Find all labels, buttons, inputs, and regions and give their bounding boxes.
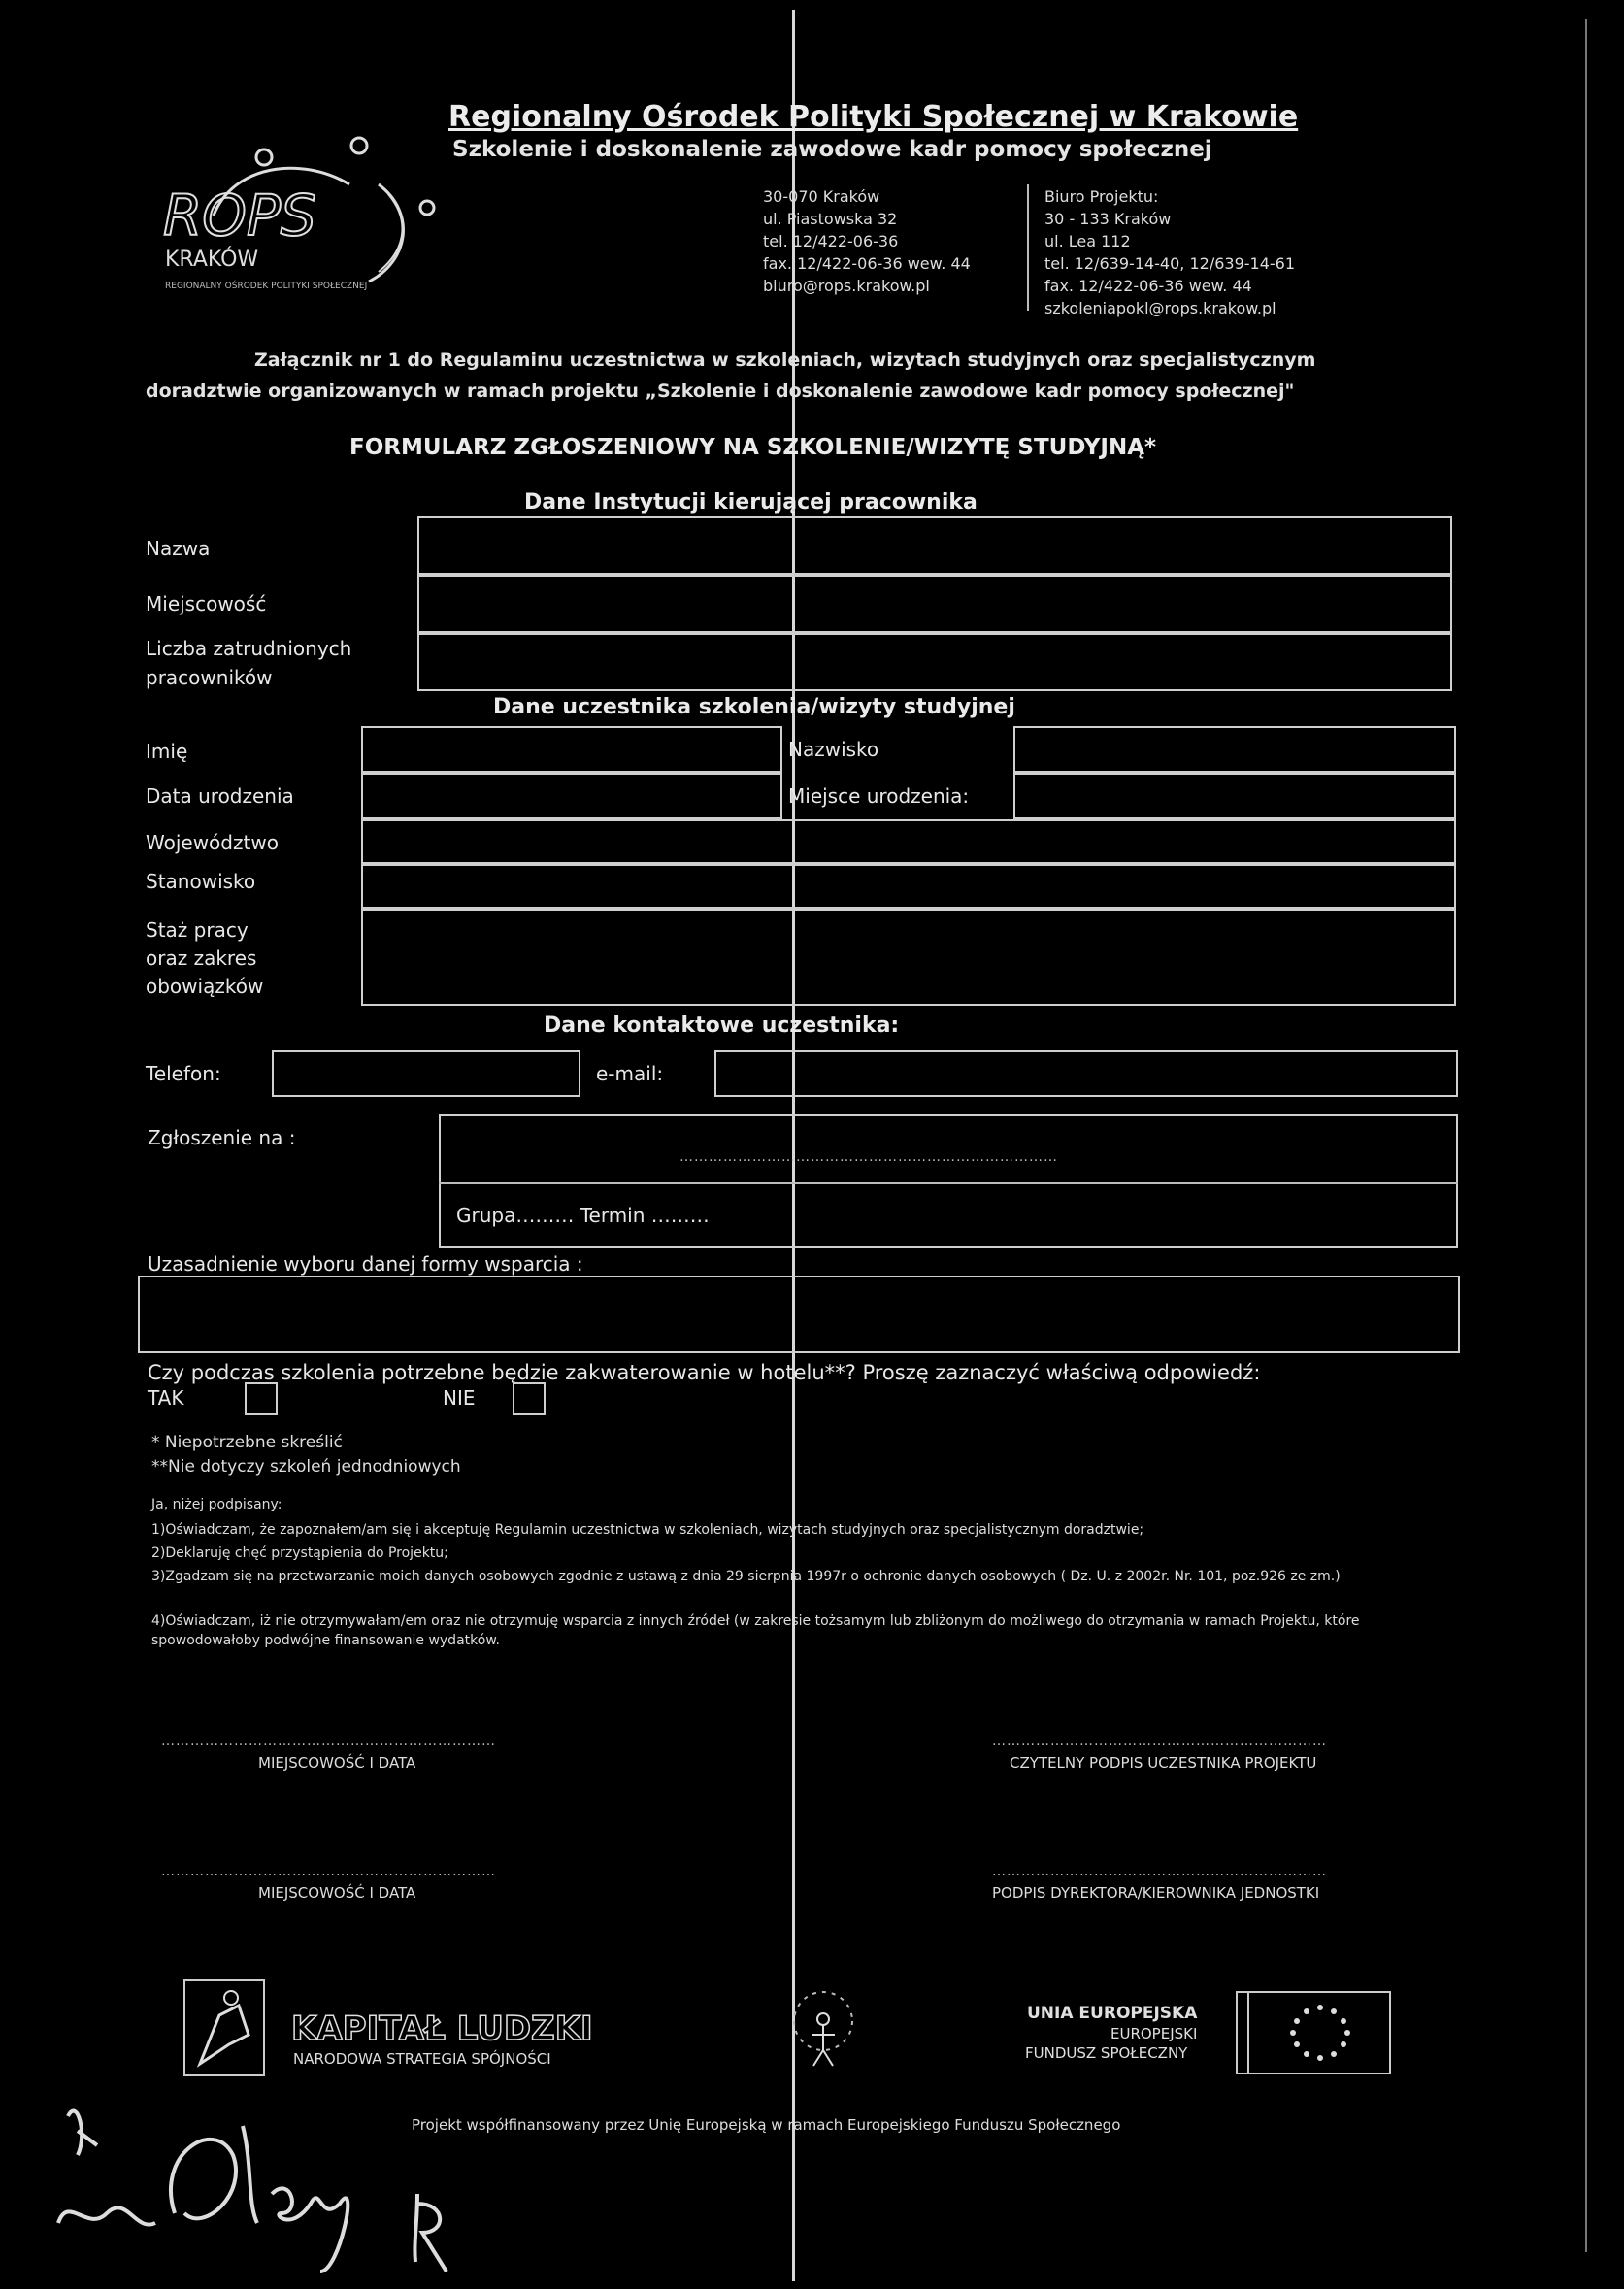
institution-employees-label-1: Liczba zatrudnionych <box>146 637 352 660</box>
address-divider <box>1027 184 1029 311</box>
first-name-field[interactable] <box>361 726 782 773</box>
seniority-label-2: oraz zakres <box>146 946 257 970</box>
birth-date-label: Data urodzenia <box>146 784 294 808</box>
phone-field[interactable] <box>272 1050 580 1097</box>
seniority-field[interactable] <box>361 909 1456 1006</box>
justification-label: Uzasadnienie wyboru danej formy wsparcia : <box>148 1252 583 1276</box>
signature-dots: …………………………………………………………… <box>992 1864 1327 1879</box>
address-line: 30-070 Kraków <box>763 187 880 206</box>
institution-city-label: Miejscowość <box>146 592 267 615</box>
place-date-label-1: MIEJSCOWOŚĆ I DATA <box>258 1754 416 1772</box>
justification-field[interactable] <box>138 1276 1460 1353</box>
seniority-label-1: Staż pracy <box>146 918 249 942</box>
kapital-ludzki-subtitle: NARODOWA STRATEGIA SPÓJNOŚCI <box>293 2050 551 2068</box>
page-subtitle: Szkolenie i doskonalenie zawodowe kadr pomocy społecznej <box>452 137 1212 162</box>
institution-name-field[interactable] <box>417 516 1452 575</box>
application-label: Zgłoszenie na : <box>148 1126 296 1149</box>
declaration-4: 4)Oświadczam, iż nie otrzymywałam/em oraz nie otrzymuję wsparcia z innych źródeł (w zakresie tożsamym lub zbliżonym do możliwego do otrzymania w ramach Projektu, które spowodowałoby podwójne finansowanie wydatków. <box>151 1613 1360 1648</box>
rops-logo <box>155 126 466 301</box>
page-title: Regionalny Ośrodek Polityki Społecznej w Krakowie <box>448 100 1299 134</box>
signature-dots: …………………………………………………………… <box>161 1734 496 1749</box>
birth-place-label: Miejsce urodzenia: <box>788 784 970 808</box>
email-field[interactable] <box>714 1050 1458 1097</box>
phone-label: Telefon: <box>146 1062 221 1085</box>
hotel-no-checkbox[interactable] <box>513 1382 546 1415</box>
address-line: 30 - 133 Kraków <box>1044 210 1172 228</box>
email-label: e-mail: <box>596 1062 664 1085</box>
group-term-text: Grupa……… Termin ……… <box>456 1204 710 1227</box>
address-line: fax. 12/422-06-36 wew. 44 <box>763 254 971 273</box>
address-line: Biuro Projektu: <box>1044 187 1159 206</box>
institution-heading: Dane Instytucji kierującej pracownika <box>524 490 978 514</box>
declaration-2: 2)Deklaruję chęć przystąpienia do Projektu; <box>151 1545 448 1561</box>
eu-text-3: FUNDUSZ SPOŁECZNY <box>1025 2044 1188 2062</box>
address-line: szkoleniapokl@rops.krakow.pl <box>1044 299 1276 317</box>
eu-text-2: EUROPEJSKI <box>1110 2025 1198 2042</box>
birth-place-field[interactable] <box>1013 773 1456 819</box>
address-line: ul. Lea 112 <box>1044 232 1131 250</box>
institution-employees-label-2: pracowników <box>146 666 273 689</box>
hotel-question: Czy podczas szkolenia potrzebne będzie zakwaterowanie w hotelu**? Proszę zaznaczyć właściwą odpowiedź: <box>148 1361 1261 1384</box>
handwritten-signature-icon <box>49 2077 534 2281</box>
rops-logo-tagline: REGIONALNY OŚRODEK POLITYKI SPOŁECZNEJ <box>165 282 368 291</box>
place-date-label-2: MIEJSCOWOŚĆ I DATA <box>258 1884 416 1902</box>
address-line: tel. 12/422-06-36 <box>763 232 899 250</box>
contact-heading: Dane kontaktowe uczestnika: <box>544 1013 900 1038</box>
note-2: **Nie dotyczy szkoleń jednodniowych <box>151 1457 461 1476</box>
application-divider <box>439 1182 1458 1184</box>
declaration-1: 1)Oświadczam, że zapoznałem/am się i akceptuję Regulamin uczestnictwa w szkoleniach, wizytach studyjnych oraz specjalistycznym doradztwie; <box>151 1522 1144 1538</box>
address-line: tel. 12/639-14-40, 12/639-14-61 <box>1044 254 1296 273</box>
institution-city-field[interactable] <box>417 575 1452 633</box>
application-dots: …………………………………………………………………… <box>679 1149 1058 1165</box>
attachment-line-2: doradztwie organizowanych w ramach projektu „Szkolenie i doskonalenie zawodowe kadr pomocy społecznej" <box>146 381 1295 402</box>
form-title: FORMULARZ ZGŁOSZENIOWY NA SZKOLENIE/WIZYTĘ STUDYJNĄ* <box>349 435 1157 460</box>
rops-logo-city: KRAKÓW <box>165 248 259 272</box>
address-line: fax. 12/422-06-36 wew. 44 <box>1044 277 1252 295</box>
signature-dots: …………………………………………………………… <box>161 1864 496 1879</box>
last-name-field[interactable] <box>1013 726 1456 773</box>
cofinanced-note: Projekt współfinansowany przez Unię Europejską w ramach Europejskiego Funduszu Społecznego <box>412 2116 1121 2134</box>
voivodeship-label: Województwo <box>146 831 279 854</box>
director-signature-label: PODPIS DYREKTORA/KIEROWNIKA JEDNOSTKI <box>992 1884 1320 1902</box>
position-label: Stanowisko <box>146 870 256 893</box>
participant-signature-label: CZYTELNY PODPIS UCZESTNIKA PROJEKTU <box>1010 1754 1317 1772</box>
rops-logo-text: ROPS <box>163 182 316 249</box>
note-1: * Niepotrzebne skreślić <box>151 1433 343 1452</box>
attachment-line-1: Załącznik nr 1 do Regulaminu uczestnictwa w szkoleniach, wizytach studyjnych oraz specjalistycznym <box>254 349 1316 371</box>
signature-dots: …………………………………………………………… <box>992 1734 1327 1749</box>
institution-employees-field[interactable] <box>417 633 1452 691</box>
position-field[interactable] <box>361 864 1456 909</box>
address-line: biuro@rops.krakow.pl <box>763 277 930 295</box>
scan-edge-artifact <box>1585 19 1587 2252</box>
application-field[interactable] <box>439 1114 1458 1248</box>
last-name-label: Nazwisko <box>788 738 879 761</box>
voivodeship-field[interactable] <box>361 819 1456 864</box>
declaration-intro: Ja, niżej podpisany: <box>151 1497 282 1512</box>
eu-text-1: UNIA EUROPEJSKA <box>1027 2004 1198 2023</box>
eu-stars-figure-icon <box>784 1982 862 2070</box>
address-line: ul. Piastowska 32 <box>763 210 898 228</box>
birth-date-field[interactable] <box>361 773 782 819</box>
hotel-yes-label: TAK <box>148 1386 184 1410</box>
first-name-label: Imię <box>146 740 188 763</box>
institution-name-label: Nazwa <box>146 537 211 560</box>
hotel-no-label: NIE <box>443 1386 476 1410</box>
participant-heading: Dane uczestnika szkolenia/wizyty studyjnej <box>493 695 1015 719</box>
kapital-ludzki-logo-icon <box>181 1976 268 2079</box>
hotel-yes-checkbox[interactable] <box>245 1382 278 1415</box>
seniority-label-3: obowiązków <box>146 975 264 998</box>
declaration-3: 3)Zgadzam się na przetwarzanie moich danych osobowych zgodnie z ustawą z dnia 29 sierpnia 1997r o ochronie danych osobowych ( Dz. U. z 2002r. Nr. 101, poz.926 ze zm.) <box>151 1569 1341 1584</box>
eu-flag-icon <box>1235 1990 1392 2075</box>
kapital-ludzki-title: KAPITAŁ LUDZKI <box>291 2009 593 2048</box>
